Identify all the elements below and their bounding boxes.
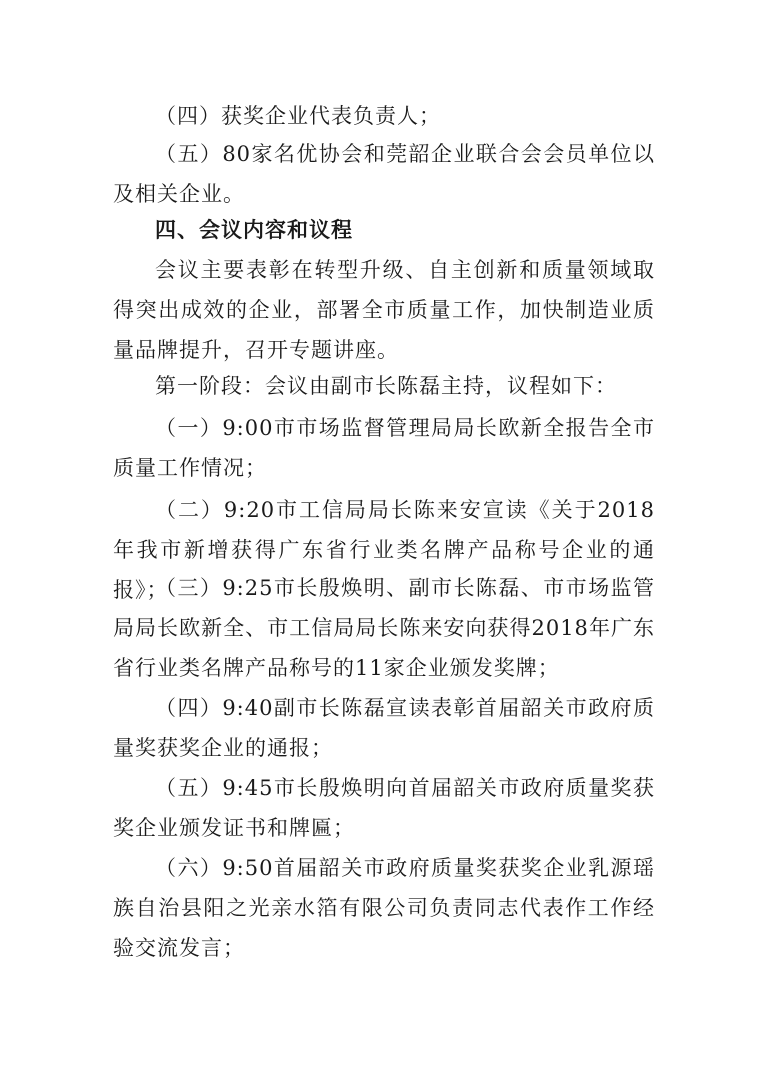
attendee-item-4: （四）获奖企业代表负责人；: [155, 104, 441, 128]
agenda-item-5: （五）9:45市长殷焕明向首届韶关市政府质量奖获奖企业颁发证书和牌匾；: [113, 776, 655, 840]
agenda-item-3: （三）9:25市长殷焕明、副市长陈磊、市市场监管局局长欧新全、市工信局局长陈来安向获得2018年广东省行业类名牌产品称号的11家企业颁发奖牌；: [113, 576, 655, 680]
section-heading-agenda: 四、会议内容和议程: [155, 218, 353, 242]
agenda-item-6: （六）9:50首届韶关市政府质量奖获奖企业乳源瑶族自治县阳之光亲水箔有限公司负责同志代表作工作经验交流发言；: [113, 856, 655, 960]
stage-one-intro: 第一阶段：会议由副市长陈磊主持，议程如下：: [155, 374, 617, 398]
meeting-summary-paragraph: 会议主要表彰在转型升级、自主创新和质量领域取得突出成效的企业，部署全市质量工作，加快制造业质量品牌提升，召开专题讲座。: [113, 258, 655, 362]
agenda-item-2: （二）9:20市工信局局长陈来安宣读《关于2018年我市新增获得广东省行业类名牌产品称号企业的通报》；: [113, 498, 655, 602]
agenda-item-4: （四）9:40副市长陈磊宣读表彰首届韶关市政府质量奖获奖企业的通报；: [113, 696, 655, 760]
agenda-item-1: （一）9:00市市场监督管理局局长欧新全报告全市质量工作情况；: [113, 416, 655, 480]
attendee-item-5: （五）80家名优协会和莞韶企业联合会会员单位以及相关企业。: [113, 142, 655, 206]
